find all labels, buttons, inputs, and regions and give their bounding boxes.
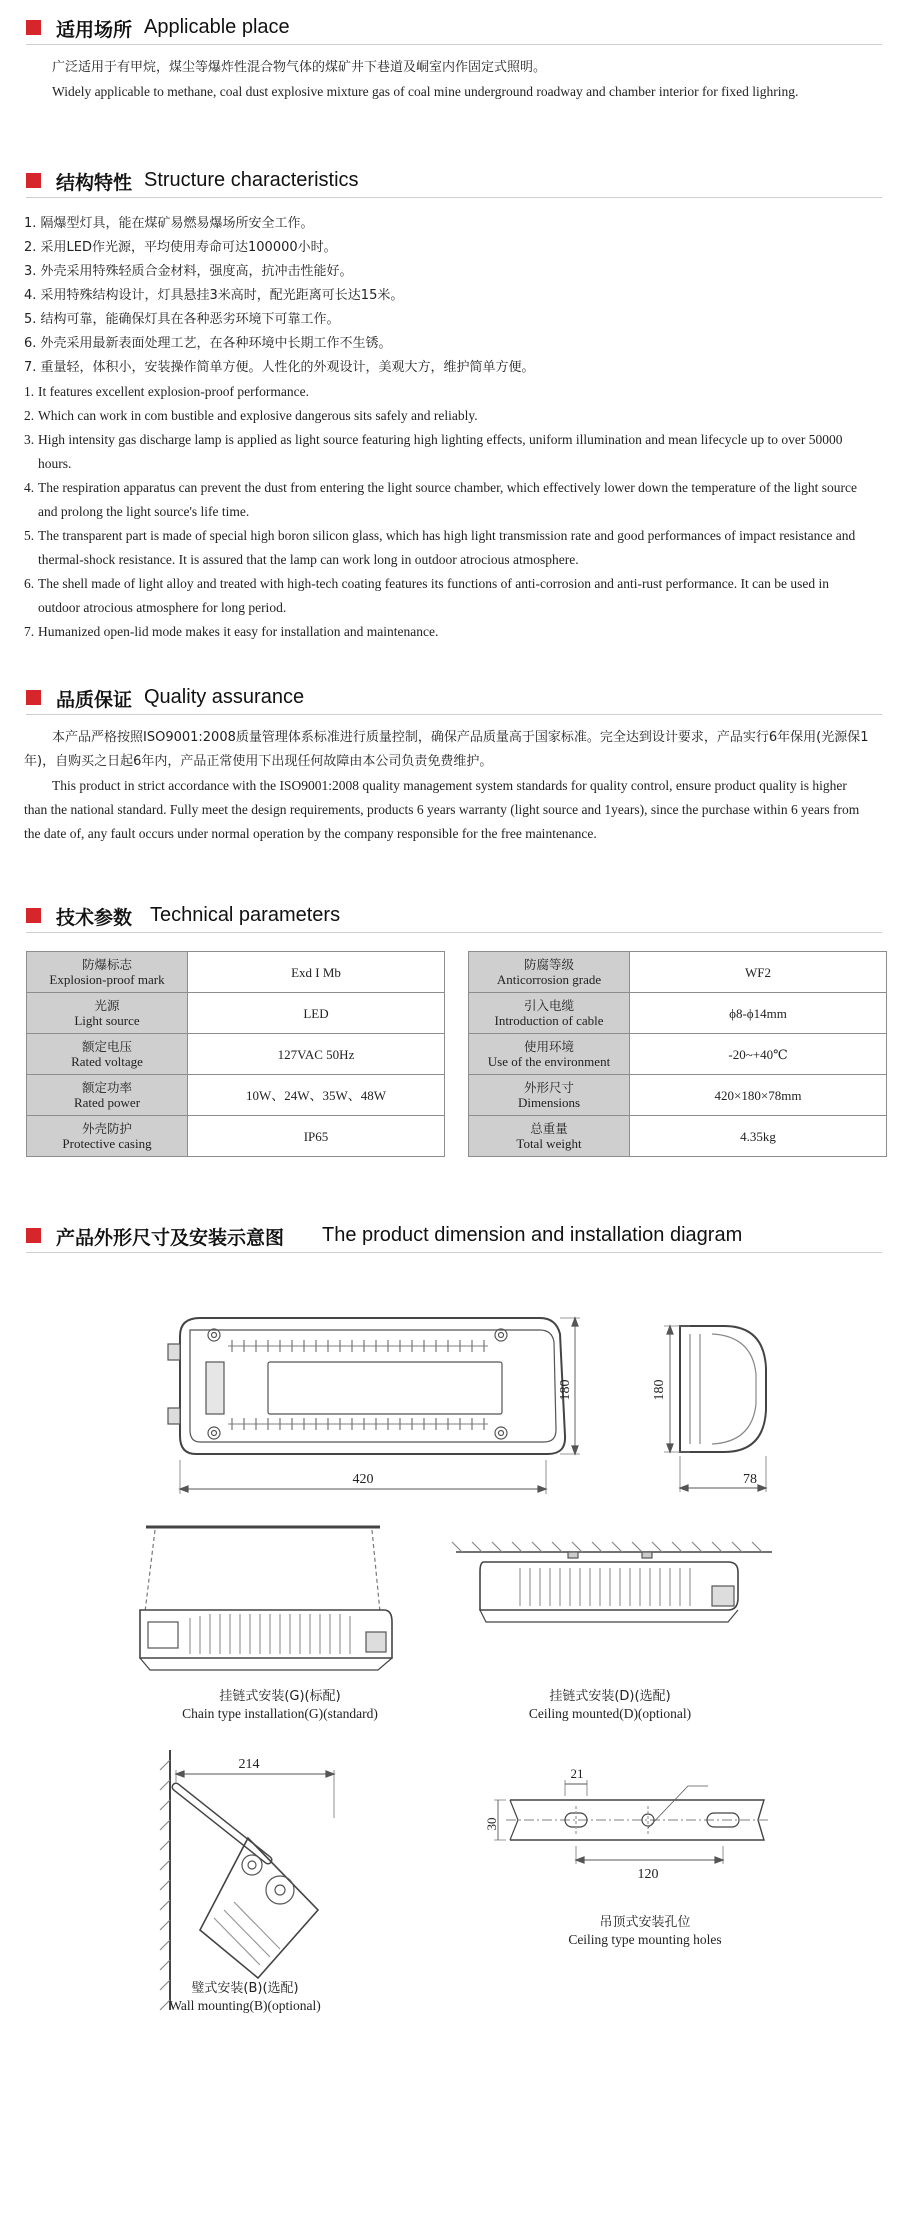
section-title-en: Applicable place	[144, 16, 290, 38]
red-square-icon	[26, 20, 41, 35]
quality-text-zh: 本产品严格按照ISO9001:2008质量管理体系标准进行质量控制，确保产品质量高于国家标准。完全达到设计要求，产品实行6年保用(光源保1年)，自购买之日起6年内，产品正常使用下出现任何故障由本公司负责免费维护。	[24, 730, 869, 769]
structure-item-en: 7. Humanized open-lid mode makes it easy for installation and maintenance.	[24, 624, 439, 639]
applicable-text	[24, 56, 870, 104]
side-view-drawing	[652, 1326, 766, 1492]
params-table-left	[26, 951, 445, 1157]
table-row: 外形尺寸 Dimensions 420×180×78mm	[469, 1075, 887, 1116]
quality-text	[24, 726, 870, 846]
section-title-zh: 品质保证	[56, 689, 133, 711]
section-header-dimension	[26, 1222, 882, 1253]
structure-list	[24, 212, 874, 644]
section-header-technical	[26, 902, 882, 933]
structure-item-en: 6. The shell made of light alloy and treated with high-tech coating features its functions of anti-corrosion and anti-rust performance. It can be used in outdoor atrocious atmosphere for long period.	[24, 576, 829, 615]
section-header-structure	[26, 167, 882, 198]
applicable-text-en: Widely applicable to methane, coal dust explosive mixture gas of coal mine underground roadway and chamber interior for fixed lighring.	[52, 84, 799, 99]
section-header-applicable	[26, 14, 882, 45]
table-row: 引入电缆 Introduction of cable ϕ8-ϕ14mm	[469, 993, 887, 1034]
quality-text-en: This product in strict accordance with the ISO9001:2008 quality management system standards for quality control, ensure product quality is higher than the national standard. Fully meet the design requirements, products 6 years warranty (light source and 1years), since the purchase within 6 years from the date of, any fault occurs under normal operation by the company responsible for the free maintenance.	[24, 778, 860, 841]
section-title-en: Quality assurance	[144, 686, 305, 708]
structure-item-en: 4. The respiration apparatus can prevent the dust from entering the light source chamber, which effectively lower down the temperature of the light source and prolong the light source's life time.	[24, 480, 858, 519]
table-row: 光源 Light source LED	[27, 993, 445, 1034]
table-row: 防腐等级 Anticorrosion grade WF2	[469, 952, 887, 993]
dim-height-label: 180	[558, 1379, 573, 1401]
structure-item-en: 5. The transparent part is made of special high boron silicon glass, which has high light transmission rate and good performances of impact resistance and thermal-shock resistance. It is assured that the lamp can work long in outdoor atrocious atmosphere.	[24, 528, 856, 567]
structure-item-zh: 3. 外壳采用特殊轻质合金材料，强度高，抗冲击性能好。	[24, 264, 353, 279]
section-title-zh: 技术参数	[56, 907, 133, 929]
caption-holes: 吊顶式安装孔位 Ceiling type mounting holes	[568, 1915, 722, 1947]
dim-wall-arm-label: 214	[238, 1757, 260, 1772]
section-title-zh: 产品外形尺寸及安装示意图	[56, 1227, 285, 1249]
params-table-right	[468, 951, 887, 1157]
dimension-diagrams	[0, 1290, 900, 2190]
wall-mounting-drawing	[160, 1750, 334, 2010]
table-row: 使用环境 Use of the environment -20~+40℃	[469, 1034, 887, 1075]
ceiling-holes-drawing	[484, 1766, 770, 1882]
table-row: 防爆标志 Explosion-proof mark Exd I Mb	[27, 952, 445, 993]
applicable-text-zh: 广泛适用于有甲烷，煤尘等爆炸性混合物气体的煤矿井下巷道及峒室内作固定式照明。	[52, 60, 547, 75]
red-square-icon	[26, 1228, 41, 1243]
ceiling-mounted-drawing	[452, 1542, 772, 1622]
caption-wall: 璧式安装(B)(选配) Wall mounting(B)(optional)	[169, 1981, 321, 2013]
structure-item-zh: 4. 采用特殊结构设计，灯具悬挂3米高时，配光距离可长达15米。	[24, 288, 404, 303]
section-title-en: Technical parameters	[150, 904, 341, 926]
front-view-drawing	[168, 1318, 580, 1494]
dim-hole-width-label: 21	[570, 1766, 584, 1781]
section-title-zh: 结构特性	[56, 172, 133, 194]
chain-installation-drawing	[140, 1527, 392, 1670]
structure-item-en: 3. High intensity gas discharge lamp is applied as light source featuring high lighting effects, uniform illumination and mean lifecycle up to over 50000 hours.	[24, 432, 843, 471]
red-square-icon	[26, 690, 41, 705]
structure-item-zh: 6. 外壳采用最新表面处理工艺，在各种环境中长期工作不生锈。	[24, 336, 392, 351]
red-square-icon	[26, 908, 41, 923]
section-header-quality	[26, 684, 882, 715]
dim-depth-label: 78	[743, 1472, 757, 1487]
section-title-en: Structure characteristics	[144, 169, 359, 191]
structure-item-zh: 1. 隔爆型灯具，能在煤矿易燃易爆场所安全工作。	[24, 216, 314, 231]
table-row: 额定功率 Rated power 10W、24W、35W、48W	[27, 1075, 445, 1116]
structure-item-en: 1. It features excellent explosion-proof performance.	[24, 384, 310, 399]
table-row: 外壳防护 Protective casing IP65	[27, 1116, 445, 1157]
dim-hole-spacing-label: 120	[637, 1867, 659, 1882]
dim-hole-height-label: 30	[484, 1817, 499, 1831]
table-row: 额定电压 Rated voltage 127VAC 50Hz	[27, 1034, 445, 1075]
table-row: 总重量 Total weight 4.35kg	[469, 1116, 887, 1157]
dim-length-label: 420	[352, 1472, 374, 1487]
section-title-en: The product dimension and installation diagram	[322, 1224, 743, 1246]
red-square-icon	[26, 173, 41, 188]
dim-side-height-label: 180	[652, 1379, 667, 1401]
structure-item-zh: 2. 采用LED作光源，平均使用寿命可达100000小时。	[24, 240, 337, 255]
caption-ceiling: 挂链式安装(D)(选配) Ceiling mounted(D)(optional)	[528, 1689, 692, 1721]
structure-item-zh: 5. 结构可靠，能确保灯具在各种恶劣环境下可靠工作。	[24, 312, 340, 327]
structure-item-zh: 7. 重量轻，体积小，安装操作简单方便。人性化的外观设计，美观大方，维护简单方便。	[24, 360, 535, 375]
section-title-zh: 适用场所	[56, 19, 133, 41]
caption-chain: 挂链式安装(G)(标配) Chain type installation(G)(standard)	[182, 1689, 378, 1721]
structure-item-en: 2. Which can work in com bustible and explosive dangerous sits safely and reliably.	[24, 408, 478, 423]
